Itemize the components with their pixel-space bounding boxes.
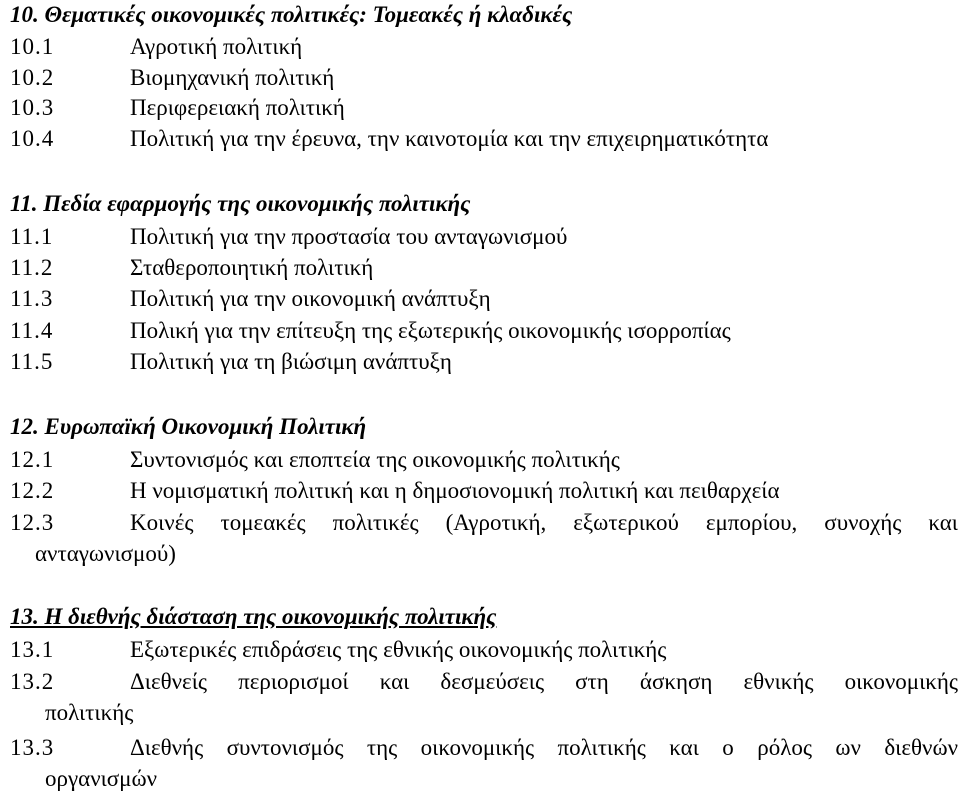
item-text: Σταθεροποιητική πολιτική <box>130 255 374 280</box>
item-number: 11.5 <box>10 349 54 374</box>
item-text: Κοινές τομεακές πολιτικές (Αγροτική, εξωτερικού εμπορίου, συνοχής και <box>130 510 958 535</box>
item-number: 11.4 <box>10 318 54 343</box>
item-number: 11.3 <box>10 286 54 311</box>
item-text: Η νομισματική πολιτική και η δημοσιονομική πολιτική και πειθαρχεία <box>130 478 780 503</box>
item-text: Πολιτική για τη βιώσιμη ανάπτυξη <box>130 349 452 374</box>
item-text: Πολική για την επίτευξη της εξωτερικής οικονομικής ισορροπίας <box>130 318 731 343</box>
item-number: 10.4 <box>10 126 55 151</box>
item-text: Βιομηχανική πολιτική <box>130 65 335 90</box>
section-heading-13: 13. Η διεθνής διάσταση της οικονομικής πολιτικής <box>10 604 497 629</box>
item-text: Εξωτερικές επιδράσεις της εθνικής οικονομικής πολιτικής <box>130 637 667 662</box>
item-number: 13.2 <box>10 669 55 694</box>
item-text: Περιφερειακή πολιτική <box>130 95 345 120</box>
item-number: 13.3 <box>10 735 55 760</box>
item-number: 12.3 <box>10 510 55 535</box>
item-number: 12.2 <box>10 478 55 503</box>
item-continuation: ανταγωνισμού) <box>35 541 176 566</box>
item-text: Πολιτική για την προστασία του ανταγωνισμού <box>130 224 568 249</box>
item-text: Διεθνής συντονισμός της οικονομικής πολιτικής και ο ρόλος ων διεθνών <box>130 735 958 760</box>
item-text: Αγροτική πολιτική <box>130 34 303 59</box>
item-number: 10.3 <box>10 95 55 120</box>
item-continuation: πολιτικής <box>45 700 134 725</box>
item-text: Συντονισμός και εποπτεία της οικονομικής πολιτικής <box>130 447 620 472</box>
section-heading-10: 10. Θεματικές οικονομικές πολιτικές: Τομεακές ή κλαδικές <box>10 2 573 27</box>
item-text: Πολιτική για την οικονομική ανάπτυξη <box>130 286 491 311</box>
item-number: 11.1 <box>10 224 54 249</box>
item-number: 12.1 <box>10 447 55 472</box>
item-number: 13.1 <box>10 637 55 662</box>
item-number: 10.2 <box>10 65 55 90</box>
item-number: 10.1 <box>10 34 55 59</box>
item-number: 11.2 <box>10 255 54 280</box>
section-heading-12: 12. Ευρωπαϊκή Οικονομική Πολιτική <box>10 414 367 439</box>
item-continuation: οργανισμών <box>45 766 158 791</box>
section-heading-11: 11. Πεδία εφαρμογής της οικονομικής πολιτικής <box>10 191 471 216</box>
item-text: Πολιτική για την έρευνα, την καινοτομία και την επιχειρηματικότητα <box>130 126 769 151</box>
item-text: Διεθνείς περιορισμοί και δεσμεύσεις στη άσκηση εθνικής οικονομικής <box>130 669 958 694</box>
